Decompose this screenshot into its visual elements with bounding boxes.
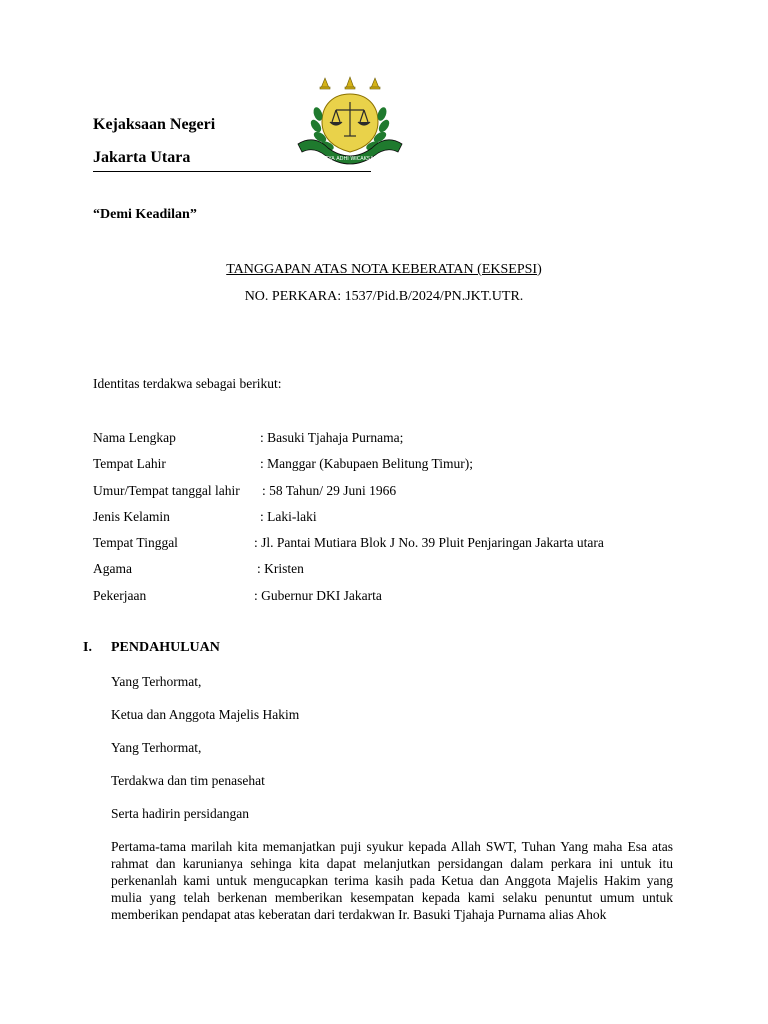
greeting-line: Ketua dan Anggota Majelis Hakim — [111, 707, 300, 722]
header-divider — [93, 171, 371, 172]
document-title — [0, 262, 768, 278]
greeting-line: Yang Terhormat, — [111, 740, 202, 755]
identity-label: Tempat Tinggal — [93, 535, 178, 550]
identity-label: Pekerjaan — [93, 588, 147, 603]
opening-paragraph: Pertama-tama marilah kita memanjatkan puji syukur kepada Allah SWT, Tuhan Yang maha Esa atas rahmat dan karunianya sehinga kita dapat melanjutkan persidangan dalam perkara ini untuk itu perkenanlah kami untuk mengucapkan terima kasih pada Ketua dan Anggota Majelis Hakim yang mulia yang telah berkenan memberikan kesempatan kepada kami selaku penuntut umum untuk memberikan pendapat atas keberatan dari terdakwan Ir. Basuki Tjahaja Purnama alias Ahok — [111, 839, 673, 922]
identity-label: Agama — [93, 561, 132, 576]
identity-label: Tempat Lahir — [93, 456, 166, 471]
identity-label: Jenis Kelamin — [93, 509, 170, 524]
kejaksaan-emblem-icon — [294, 74, 406, 170]
emblem-ribbon-text: SATYA ADHI WICAKSANA — [319, 156, 381, 162]
office-name: Kejaksaan Negeri — [93, 116, 216, 133]
identity-value: : 58 Tahun/ 29 Juni 1966 — [262, 483, 397, 498]
office-city: Jakarta Utara — [93, 149, 191, 166]
section-title: PENDAHULUAN — [111, 640, 220, 655]
identity-value: : Jl. Pantai Mutiara Blok J No. 39 Pluit Penjaringan Jakarta utara — [254, 535, 604, 550]
identity-value: : Laki-laki — [260, 509, 317, 524]
motto: “Demi Keadilan” — [93, 207, 197, 222]
identity-value: : Gubernur DKI Jakarta — [254, 588, 382, 603]
greeting-line: Yang Terhormat, — [111, 674, 202, 689]
document-title-text: TANGGAPAN ATAS NOTA KEBERATAN (EKSEPSI — [226, 262, 538, 277]
section-number: I. — [83, 640, 92, 655]
greeting-line: Serta hadirin persidangan — [111, 806, 249, 821]
greeting-line: Terdakwa dan tim penasehat — [111, 773, 265, 788]
identity-value: : Manggar (Kabupaen Belitung Timur); — [260, 456, 473, 471]
identity-intro: Identitas terdakwa sebagai berikut: — [93, 376, 282, 391]
identity-value: : Basuki Tjahaja Purnama; — [260, 430, 404, 445]
document-title-close: ) — [537, 262, 542, 277]
identity-label: Nama Lengkap — [93, 430, 176, 445]
identity-value: : Kristen — [257, 561, 304, 576]
identity-label: Umur/Tempat tanggal lahir — [93, 483, 240, 498]
case-number: NO. PERKARA: 1537/Pid.B/2024/PN.JKT.UTR. — [244, 289, 524, 304]
